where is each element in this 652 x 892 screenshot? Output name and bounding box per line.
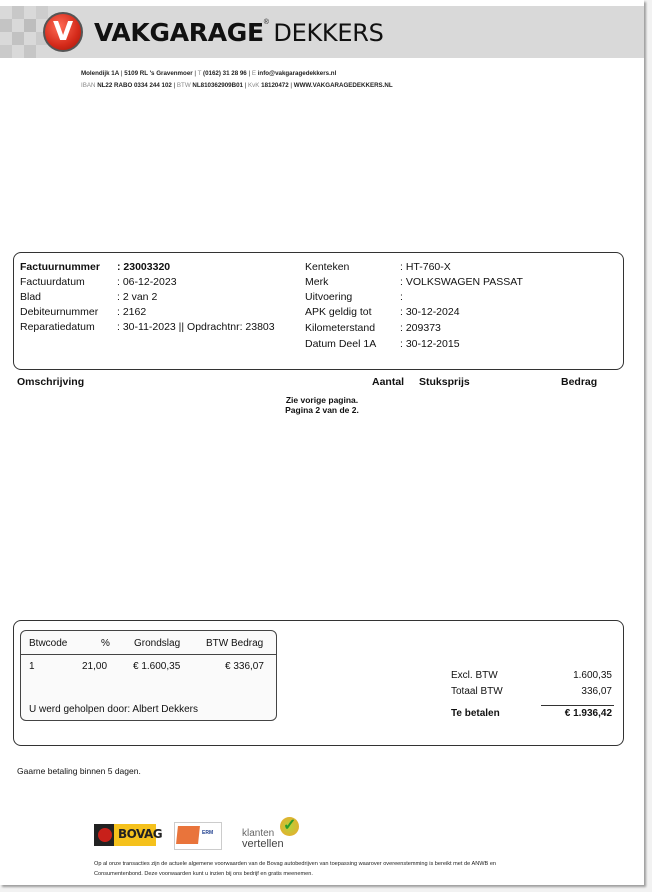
- te-betalen-label: Te betalen: [451, 708, 500, 719]
- value: : HT-760-X: [400, 261, 451, 273]
- value: : 2162: [117, 306, 147, 318]
- website: WWW.VAKGARAGEDEKKERS.NL: [293, 82, 393, 89]
- label: Kilometerstand: [305, 322, 376, 334]
- vat-col-percent: %: [101, 638, 110, 649]
- street: Molendijk 1A: [81, 70, 120, 77]
- label: APK geldig tot: [305, 306, 372, 318]
- vat-amount: € 336,07: [225, 661, 264, 672]
- btw-label: BTW: [176, 82, 191, 89]
- terms-line-2: Consumentenbond. Deze voorwaarden kunt u inzien bij ons bedrijf en gratis meenemen.: [94, 870, 313, 877]
- value: : VOLKSWAGEN PASSAT: [400, 276, 523, 288]
- value: : 30-11-2023 || Opdrachtnr: 23803: [117, 321, 275, 333]
- phone: (0162) 31 28 96: [203, 70, 247, 77]
- vat-base: € 1.600,35: [133, 661, 181, 672]
- email-label: E: [251, 70, 256, 77]
- iban-label: IBAN: [81, 82, 96, 89]
- vat-code: 1: [29, 661, 35, 672]
- col-stuksprijs: Stuksprijs: [419, 376, 470, 388]
- value: : 209373: [400, 322, 441, 334]
- vat-table: [20, 630, 277, 721]
- label: Debiteurnummer: [20, 306, 99, 318]
- value: : 2 van 2: [117, 291, 158, 303]
- label: Factuurnummer: [20, 261, 100, 273]
- label: Kenteken: [305, 261, 350, 273]
- value: :: [400, 291, 403, 303]
- sep: |: [290, 82, 293, 89]
- te-betalen-value: € 1.936,42: [564, 708, 612, 719]
- brand-name: [94, 17, 384, 48]
- totals-divider: [541, 705, 614, 706]
- notice-page-count: Pagina 2 van de 2.: [285, 405, 359, 415]
- logo-letter: V: [52, 17, 74, 47]
- vakgarage-logo-icon: [43, 12, 83, 52]
- label: Datum Deel 1A: [305, 338, 377, 350]
- label: Uitvoering: [305, 291, 353, 303]
- sep: |: [244, 82, 247, 89]
- erm-text: ERM: [202, 830, 214, 836]
- terms-line-1: Op al onze transacties zijn de actuele algemene voorwaarden van de Bovag autobedrijven van toepassing waarover overeenstemming is bereikt met de ANWB en: [94, 861, 497, 867]
- bovag-text: BOVAG: [118, 827, 163, 841]
- sep: |: [120, 70, 123, 77]
- vertellen-text: vertellen: [242, 838, 284, 850]
- value: : 30-12-2024: [400, 306, 460, 318]
- btw-number: NL810362909B01: [192, 82, 243, 89]
- bank-line: [81, 82, 393, 89]
- col-bedrag: Bedrag: [561, 376, 598, 388]
- sep: |: [194, 70, 197, 77]
- col-omschrijving: Omschrijving: [17, 376, 85, 388]
- excl-btw-value: 1.600,35: [573, 670, 612, 681]
- address-line: [81, 70, 336, 77]
- label: Factuurdatum: [20, 276, 85, 288]
- label: Blad: [20, 291, 42, 303]
- value: : 06-12-2023: [117, 276, 177, 288]
- totaal-btw-value: 336,07: [581, 686, 612, 697]
- klanten-text: klanten: [242, 828, 275, 839]
- iban: NL22 RABO 0334 244 102: [97, 82, 172, 89]
- kvk-number: 18120472: [261, 82, 289, 89]
- payment-terms: Gaarne betaling binnen 5 dagen.: [17, 766, 141, 776]
- vat-divider: [21, 654, 276, 655]
- col-aantal: Aantal: [372, 376, 405, 388]
- phone-label: T: [197, 70, 202, 77]
- bovag-logo: [94, 824, 163, 846]
- totaal-btw-label: Totaal BTW: [451, 686, 503, 697]
- vat-percent: 21,00: [82, 661, 108, 672]
- notice-previous-page: Zie vorige pagina.: [285, 395, 359, 405]
- email: info@vakgaragedekkers.nl: [257, 70, 337, 77]
- value: : 23003320: [117, 261, 171, 273]
- vat-col-amount: BTW Bedrag: [206, 638, 264, 649]
- terms-text: [94, 860, 614, 879]
- helped-by: U werd geholpen door: Albert Dekkers: [29, 704, 198, 715]
- erm-emblem-icon: [176, 826, 200, 844]
- brand-bold: VAKGARAGE: [94, 18, 264, 47]
- erm-logo: [174, 822, 222, 850]
- sep: |: [248, 70, 251, 77]
- klantenvertellen-check-icon: ✓: [280, 817, 299, 836]
- registered-mark: ®: [263, 19, 270, 26]
- label: Reparatiedatum: [20, 321, 95, 333]
- vat-col-code: Btwcode: [29, 638, 68, 649]
- postal-city: 5109 RL 's Gravenmoer: [124, 70, 193, 77]
- page-notice: [0, 395, 644, 415]
- sep: |: [173, 82, 176, 89]
- bovag-emblem-icon: [96, 826, 114, 844]
- value: : 30-12-2015: [400, 338, 460, 350]
- label: Merk: [305, 276, 329, 288]
- vat-col-base: Grondslag: [134, 638, 181, 649]
- brand-light: DEKKERS: [273, 19, 384, 47]
- kvk-label: KvK: [248, 82, 260, 89]
- excl-btw-label: Excl. BTW: [451, 670, 498, 681]
